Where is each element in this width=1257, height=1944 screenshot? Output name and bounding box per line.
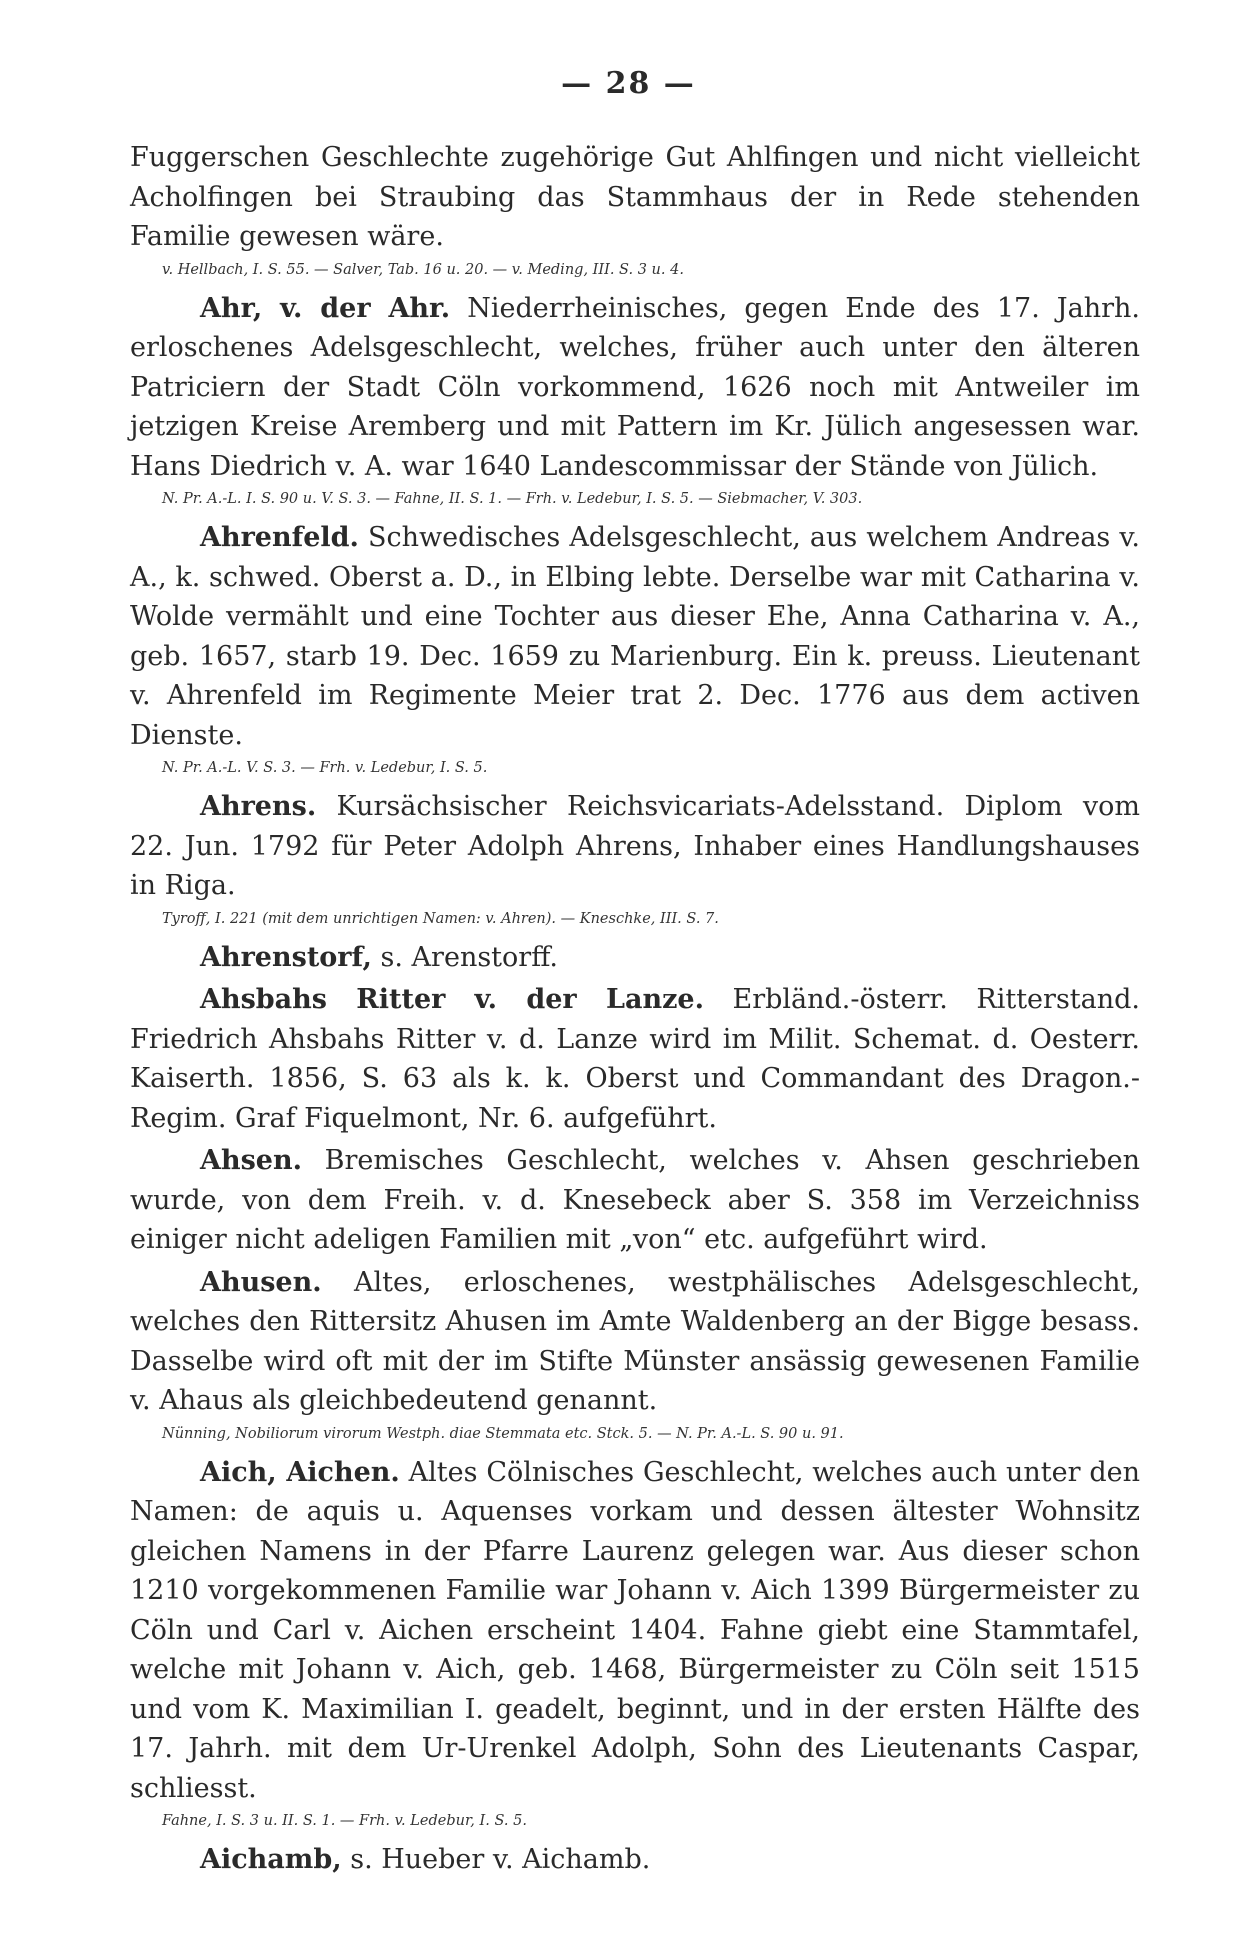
entry-headword: Aich, Aichen. bbox=[200, 1456, 400, 1488]
entry-headword: Aichamb, bbox=[200, 1844, 342, 1875]
entry-reference: Fahne, I. S. 3 u. II. S. 1. — Frh. v. Ledebur, I. S. 5. bbox=[162, 1813, 527, 1829]
entry-text: Schwedisches Adelsgeschlecht, aus welchem Andreas v. A., k. schwed. Oberst a. D., in Elbing lebte. Derselbe war mit Catharina v. Wolde vermählt und eine Tochter aus dieser Ehe, Anna Catharina v. A., geb. 1657, starb 19. Dec. 1659 zu Marienburg. Ein k. preuss. Lieutenant v. Ahrenfeld im Regimente Meier trat 2. Dec. 1776 aus dem activen Dienste. bbox=[130, 522, 1140, 751]
entry-text: Altes Cölnisches Geschlecht, welches auch unter den Namen: de aquis u. Aquenses vorkam und dessen ältester Wohnsitz gleichen Namens in der Pfarre Laurenz gelegen war. Aus dieser schon 1210 vorgekommenen Familie war Johann v. Aich 1399 Bürgermeister zu Cöln und Carl v. Aichen erscheint 1404. Fahne giebt eine Stammtafel, welche mit Johann v. Aich, geb. 1468, Bürgermeister zu Cöln seit 1515 und vom K. Maximilian I. geadelt, beginnt, und in der ersten Hälfte des 17. Jahrh. mit dem Ur-Urenkel Adolph, Sohn des Lieutenants Caspar, schliesst. bbox=[130, 1456, 1141, 1804]
intro-reference: v. Hellbach, I. S. 55. — Salver, Tab. 16 u. 20. — v. Meding, III. S. 3 u. 4. bbox=[162, 261, 684, 278]
entry-reference: Tyroff, I. 221 (mit dem unrichtigen Namen: v. Ahren). — Kneschke, III. S. 7. bbox=[162, 910, 719, 927]
entry-text: s. Hueber v. Aichamb. bbox=[341, 1844, 651, 1875]
page-content bbox=[130, 138, 1140, 1883]
entry-ahrens bbox=[130, 787, 1140, 930]
entry-ahsbahs bbox=[130, 980, 1140, 1138]
page-number: — 28 — bbox=[561, 66, 696, 101]
entry-text: Kursächsischer Reichsvicariats-Adelsstand. Diplom vom 22. Jun. 1792 für Peter Adolph Ahrens, Inhaber eines Handlungshauses in Riga. bbox=[130, 791, 1140, 901]
entry-ahr bbox=[130, 289, 1140, 511]
entry-ahrenfeld bbox=[130, 518, 1140, 779]
entry-reference: N. Pr. A.-L. I. S. 90 u. V. S. 3. — Fahne, II. S. 1. — Frh. v. Ledebur, I. S. 5. — Siebmacher, V. 303. bbox=[162, 491, 863, 507]
entry-text: Niederrheinisches, gegen Ende des 17. Jahrh. erloschenes Adelsgeschlecht, welches, früher auch unter den älteren Patriciern der Stadt Cöln vorkommend, 1626 noch mit Antweiler im jetzigen Kreise Aremberg und mit Pattern im Kr. Jülich angesessen war. Hans Diedrich v. A. war 1640 Landescommissar der Stände von Jülich. bbox=[130, 292, 1140, 482]
entry-ahsen bbox=[130, 1141, 1140, 1260]
entry-aichamb bbox=[130, 1840, 1140, 1880]
entry-headword: Ahsen. bbox=[200, 1145, 302, 1176]
entry-headword: Ahrenstorf, bbox=[200, 941, 372, 973]
entry-headword: Ahsbahs Ritter v. der Lanze. bbox=[200, 984, 704, 1015]
entry-headword: Ahr, v. der Ahr. bbox=[200, 292, 451, 324]
entry-text: Bremisches Geschlecht, welches v. Ahsen geschrieben wurde, von dem Freih. v. d. Knesebeck aber S. 358 im Verzeichniss einiger nicht adeligen Familien mit „von“ etc. aufgeführt wird. bbox=[130, 1145, 1140, 1255]
entry-aich bbox=[130, 1453, 1140, 1833]
entry-ahrenstorf bbox=[130, 938, 1140, 978]
entry-reference: Nünning, Nobiliorum virorum Westph. diae Stemmata etc. Stck. 5. — N. Pr. A.-L. S. 90 u. 91. bbox=[162, 1425, 844, 1442]
intro-paragraph: Fuggerschen Geschlechte zugehörige Gut Ahlfingen und nicht vielleicht Acholfingen bei Straubing das Stammhaus der in Rede stehenden Familie gewesen wäre. bbox=[130, 142, 1140, 252]
entry-text: s. Arenstorff. bbox=[371, 941, 558, 973]
entry-reference: N. Pr. A.-L. V. S. 3. — Frh. v. Ledebur, I. S. 5. bbox=[162, 760, 488, 776]
entry-headword: Ahusen. bbox=[200, 1266, 322, 1298]
entry-ahusen bbox=[130, 1263, 1140, 1445]
entry-headword: Ahrens. bbox=[200, 791, 317, 822]
entry-text: Altes, erloschenes, westphälisches Adelsgeschlecht, welches den Rittersitz Ahusen im Amte Waldenberg an der Bigge besass. Dasselbe wird oft mit der im Stifte Münster ansässig gewesenen Familie v. Ahaus als gleichbedeutend genannt. bbox=[130, 1266, 1140, 1416]
entry-headword: Ahrenfeld. bbox=[200, 522, 359, 553]
entry-text: Erbländ.-österr. Ritterstand. Friedrich Ahsbahs Ritter v. d. Lanze wird im Milit. Schemat. d. Oesterr. Kaiserth. 1856, S. 63 als k. k. Oberst und Commandant des Dragon.-Regim. Graf Fiquelmont, Nr. 6. aufgeführt. bbox=[130, 984, 1140, 1134]
